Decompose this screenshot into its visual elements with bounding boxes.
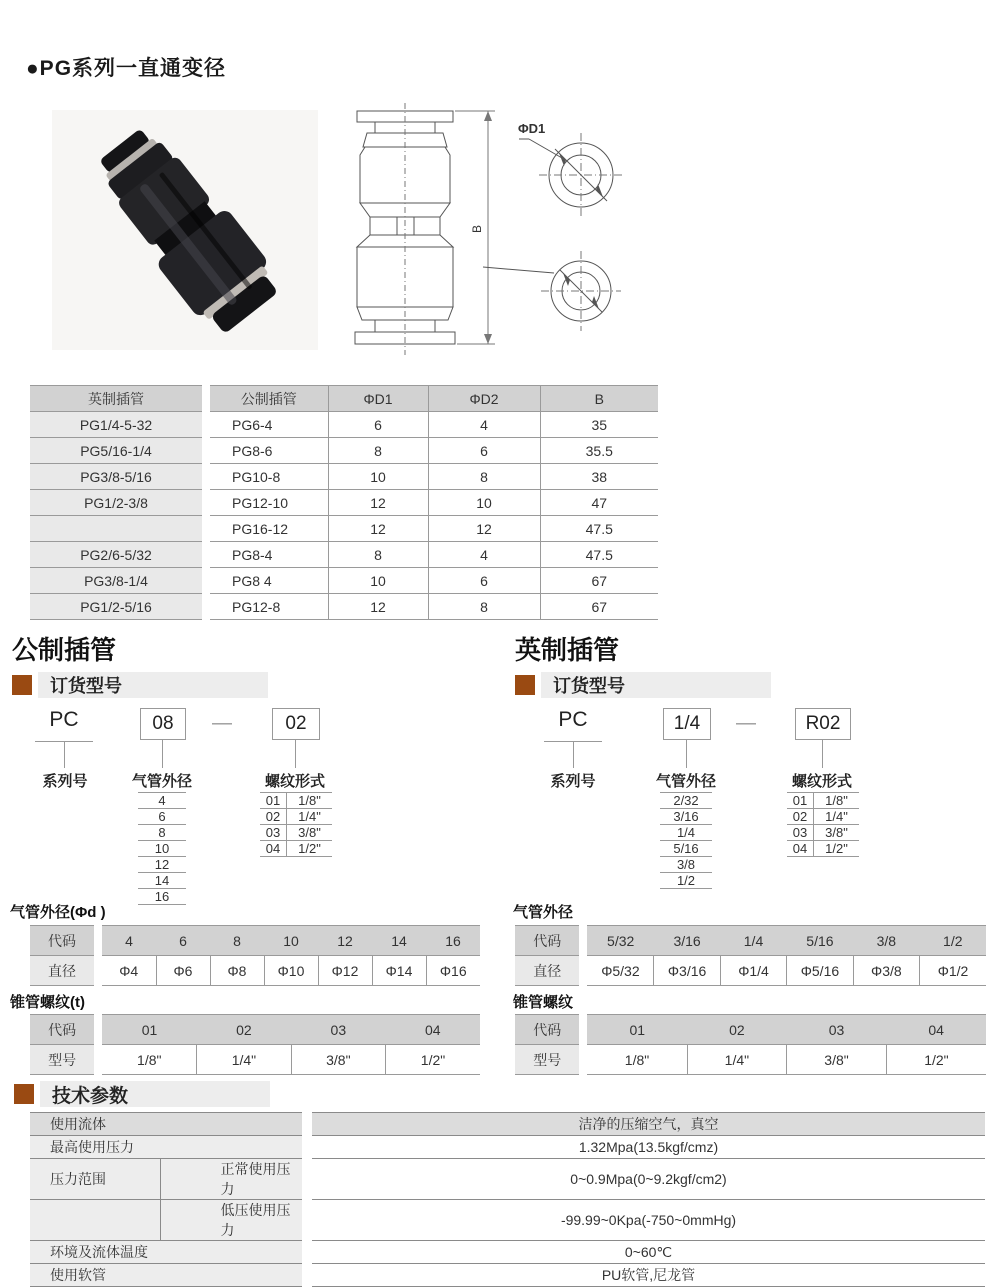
tech-label: [30, 1200, 160, 1241]
tech-gap: [302, 1113, 312, 1136]
metric-thread-option-code: 03: [260, 825, 287, 840]
tech-value: 洁净的压缩空气，真空: [312, 1113, 985, 1136]
metric-thread-table-title: 锥管螺纹(t): [10, 994, 85, 1011]
spec-cell: 10: [328, 568, 428, 594]
imperial-thread-option: [787, 792, 859, 809]
spec-cell: 12: [328, 516, 428, 542]
imperial-od-gap: [579, 956, 587, 986]
imperial-tube-od-option: 5/16: [660, 841, 712, 857]
spec-cell: [30, 516, 202, 542]
spec-gap: [202, 542, 210, 568]
tech-value: 0~0.9Mpa(0~9.2kgf/cm2): [312, 1159, 985, 1200]
imperial-tube-od-option: 1/4: [660, 825, 712, 841]
imperial-thread-option: [787, 825, 859, 841]
tech-value: PU软管,尼龙管: [312, 1264, 985, 1287]
metric-thread-option: [260, 825, 332, 841]
metric-od-row-label: 直径: [30, 956, 94, 986]
dim-b-label: B: [470, 224, 484, 233]
imperial-thread-code-cell: 02: [687, 1015, 787, 1045]
metric-tube-od-option: 14: [138, 873, 186, 889]
imperial-tube-od-option: 1/2: [660, 873, 712, 889]
imperial-thread-option-value: 1/4": [825, 809, 848, 824]
metric-od-value-cell: Φ10: [264, 956, 318, 986]
imperial-thread-value-cell: 3/8": [787, 1045, 887, 1075]
spec-cell: PG3/8-1/4: [30, 568, 202, 594]
spec-cell: 8: [328, 438, 428, 464]
metric-thread-code-cell: 01: [102, 1015, 196, 1045]
tech-gap: [302, 1136, 312, 1159]
metric-tube-od-option: 16: [138, 889, 186, 905]
spec-cell: 4: [428, 412, 540, 438]
tech-value: 0~60℃: [312, 1241, 985, 1264]
metric-thread-option-value: 1/4": [298, 809, 321, 824]
metric-code-series: PC: [49, 708, 79, 731]
metric-thread-option-code: 02: [260, 809, 287, 824]
metric-connector-line: [64, 742, 65, 768]
page-title: ●PG系列一直通变径: [26, 57, 227, 80]
metric-thread-gap: [94, 1015, 102, 1045]
tech-strip: [40, 1081, 270, 1107]
metric-order-strip: [38, 672, 268, 698]
metric-od-code-cell: 14: [372, 926, 426, 956]
spec-cell: 47.5: [540, 516, 658, 542]
spec-cell: PG6-4: [210, 412, 328, 438]
spec-gap: [202, 594, 210, 620]
metric-thread-code-cell: 04: [386, 1015, 480, 1045]
spec-cell: 35.5: [540, 438, 658, 464]
imperial-thread-caption: 螺纹形式: [791, 773, 852, 790]
spec-table: [30, 385, 658, 620]
spec-cell: 38: [540, 464, 658, 490]
imperial-thread-option: [787, 841, 859, 857]
imperial-thread-option-code: 04: [787, 841, 814, 856]
imperial-od-value-cell: Φ3/16: [654, 956, 720, 986]
spec-cell: 8: [328, 542, 428, 568]
metric-thread-option-value: 1/8": [298, 793, 321, 808]
imperial-od-value-cell: Φ5/16: [787, 956, 853, 986]
spec-cell: PG1/2-5/16: [30, 594, 202, 620]
spec-cell: PG1/4-5-32: [30, 412, 202, 438]
imperial-thread-option-value: 3/8": [825, 825, 848, 840]
metric-od-code-cell: 4: [102, 926, 156, 956]
metric-od-value-cell: Φ12: [318, 956, 372, 986]
imperial-od-table-title: 气管外径: [513, 904, 574, 921]
imperial-od-table: [515, 925, 986, 986]
imperial-od-code-cell: 5/32: [587, 926, 653, 956]
spec-cell: 35: [540, 412, 658, 438]
technical-drawing: [333, 95, 683, 365]
metric-od-code-cell: 12: [318, 926, 372, 956]
spec-cell: 47: [540, 490, 658, 516]
tech-value: 1.32Mpa(13.5kgf/cmz): [312, 1136, 985, 1159]
imperial-od-gap: [579, 926, 587, 956]
imperial-tube-od-option: 3/8: [660, 857, 712, 873]
spec-gap: [202, 490, 210, 516]
metric-od-value-cell: Φ6: [156, 956, 210, 986]
imperial-thread-gap: [579, 1015, 587, 1045]
metric-thread-code-cell: 02: [197, 1015, 291, 1045]
accent-square-icon: [515, 675, 535, 695]
metric-od-code-cell: 6: [156, 926, 210, 956]
imperial-thread-option-value: 1/2": [825, 841, 848, 856]
imperial-od-value-cell: Φ1/4: [720, 956, 786, 986]
imperial-heading: 英制插管: [515, 635, 620, 665]
spec-header-cell: ΦD2: [428, 386, 540, 412]
spec-cell: 12: [328, 594, 428, 620]
spec-cell: PG1/2-3/8: [30, 490, 202, 516]
spec-cell: 6: [428, 438, 540, 464]
metric-tube-od-option: 10: [138, 841, 186, 857]
imperial-connector-line: [686, 740, 687, 768]
dim-d1-label: ΦD1: [518, 121, 546, 136]
metric-thread-table: [30, 1014, 480, 1075]
spec-cell: 12: [428, 516, 540, 542]
imperial-thread-option-code: 01: [787, 793, 814, 808]
spec-cell: PG5/16-1/4: [30, 438, 202, 464]
imperial-thread-row-label: 代码: [515, 1015, 579, 1045]
accent-square-icon: [12, 675, 32, 695]
spec-cell: PG2/6-5/32: [30, 542, 202, 568]
imperial-od-code-cell: 1/2: [920, 926, 986, 956]
imperial-thread-row-label: 型号: [515, 1045, 579, 1075]
metric-od-code-cell: 8: [210, 926, 264, 956]
spec-cell: 47.5: [540, 542, 658, 568]
metric-thread-value-cell: 1/2": [386, 1045, 480, 1075]
metric-od-value-cell: Φ8: [210, 956, 264, 986]
imperial-series-caption: 系列号: [550, 773, 596, 790]
imperial-code-dash: —: [736, 712, 756, 734]
tech-gap: [302, 1159, 312, 1200]
tech-value: -99.99~0Kpa(-750~0mmHg): [312, 1200, 985, 1241]
metric-thread-row-label: 代码: [30, 1015, 94, 1045]
spec-cell: PG8-6: [210, 438, 328, 464]
imperial-od-code-cell: 5/16: [787, 926, 853, 956]
imperial-od-value-cell: Φ1/2: [920, 956, 986, 986]
metric-thread-option-code: 01: [260, 793, 287, 808]
metric-connector-line: [162, 740, 163, 768]
spec-cell: 6: [328, 412, 428, 438]
imperial-od-row-label: 直径: [515, 956, 579, 986]
imperial-tube-od-option: 2/32: [660, 792, 712, 809]
imperial-thread-option-code: 03: [787, 825, 814, 840]
metric-thread-option-value: 1/2": [298, 841, 321, 856]
metric-heading: 公制插管: [12, 635, 117, 665]
metric-tube-od-option: 8: [138, 825, 186, 841]
metric-od-code-cell: 16: [426, 926, 480, 956]
imperial-thread-gap: [579, 1045, 587, 1075]
spec-header-cell: 公制插管: [210, 386, 328, 412]
metric-od-value-cell: Φ16: [426, 956, 480, 986]
metric-od-value-cell: Φ4: [102, 956, 156, 986]
metric-code-dash: —: [212, 712, 232, 734]
imperial-od-value-cell: Φ5/32: [587, 956, 653, 986]
spec-cell: 6: [428, 568, 540, 594]
imperial-connector-line: [822, 740, 823, 768]
metric-od-value-cell: Φ14: [372, 956, 426, 986]
spec-cell: 8: [428, 594, 540, 620]
spec-gap: [202, 386, 210, 412]
imperial-thread-option-value: 1/8": [825, 793, 848, 808]
metric-thread-code-cell: 03: [291, 1015, 385, 1045]
spec-cell: PG8-4: [210, 542, 328, 568]
tech-label: 最高使用压力: [30, 1136, 302, 1159]
imperial-code-thread-box: R02: [795, 708, 851, 740]
spec-cell: PG8 4: [210, 568, 328, 594]
product-photo-image: [52, 110, 318, 350]
spec-cell: 8: [428, 464, 540, 490]
imperial-thread-table-title: 锥管螺纹: [513, 994, 574, 1011]
metric-tube-od-option: 6: [138, 809, 186, 825]
tech-heading: 技术参数: [52, 1085, 129, 1107]
spec-cell: 10: [328, 464, 428, 490]
imperial-od-row-label: 代码: [515, 926, 579, 956]
spec-header-cell: ΦD1: [328, 386, 428, 412]
product-photo: [52, 110, 318, 350]
metric-thread-option: [260, 809, 332, 825]
spec-header-cell: 英制插管: [30, 386, 202, 412]
spec-gap: [202, 464, 210, 490]
spec-gap: [202, 568, 210, 594]
tech-gap: [302, 1264, 312, 1287]
tech-sublabel: 低压使用压力: [160, 1200, 302, 1241]
accent-square-icon: [14, 1084, 34, 1104]
metric-tube-od-options: [138, 792, 186, 905]
spec-cell: 67: [540, 594, 658, 620]
tech-label: 使用流体: [30, 1113, 302, 1136]
technical-drawing-image: [333, 95, 683, 365]
metric-thread-value-cell: 1/8": [102, 1045, 196, 1075]
imperial-thread-option-code: 02: [787, 809, 814, 824]
spec-cell: PG12-8: [210, 594, 328, 620]
imperial-thread-value-cell: 1/8": [587, 1045, 687, 1075]
metric-od-row-label: 代码: [30, 926, 94, 956]
imperial-thread-code-cell: 03: [787, 1015, 887, 1045]
imperial-od-code-cell: 3/16: [654, 926, 720, 956]
imperial-tube-od-options: [660, 792, 712, 889]
imperial-code-size-box: 1/4: [663, 708, 711, 740]
spec-cell: 67: [540, 568, 658, 594]
metric-order-label: 订货型号: [50, 676, 122, 696]
spec-cell: PG12-10: [210, 490, 328, 516]
imperial-thread-options: [787, 792, 859, 857]
metric-thread-value-cell: 3/8": [291, 1045, 385, 1075]
imperial-tube-od-option: 3/16: [660, 809, 712, 825]
tech-gap: [302, 1241, 312, 1264]
spec-cell: PG3/8-5/16: [30, 464, 202, 490]
metric-code-size-box: 08: [140, 708, 186, 740]
metric-thread-row-label: 型号: [30, 1045, 94, 1075]
spec-gap: [202, 412, 210, 438]
imperial-connector-line: [573, 742, 574, 768]
spec-gap: [202, 516, 210, 542]
metric-connector-line: [295, 740, 296, 768]
spec-cell: PG16-12: [210, 516, 328, 542]
tech-gap: [302, 1200, 312, 1241]
spec-cell: PG10-8: [210, 464, 328, 490]
metric-tube-od-caption: 气管外径: [131, 773, 192, 790]
metric-od-table: [30, 925, 480, 986]
imperial-od-code-cell: 3/8: [853, 926, 919, 956]
metric-od-gap: [94, 926, 102, 956]
imperial-code-series: PC: [558, 708, 588, 731]
imperial-thread-value-cell: 1/4": [687, 1045, 787, 1075]
tech-sublabel: 正常使用压力: [160, 1159, 302, 1200]
imperial-od-value-cell: Φ3/8: [853, 956, 919, 986]
metric-thread-options: [260, 792, 332, 857]
tech-table: [30, 1112, 985, 1287]
metric-tube-od-option: 12: [138, 857, 186, 873]
imperial-thread-value-cell: 1/2": [886, 1045, 986, 1075]
imperial-thread-code-cell: 04: [886, 1015, 986, 1045]
metric-thread-value-cell: 1/4": [197, 1045, 291, 1075]
tech-label: 使用软管: [30, 1264, 302, 1287]
metric-thread-option-value: 3/8": [298, 825, 321, 840]
metric-tube-od-option: 4: [138, 792, 186, 809]
spec-gap: [202, 438, 210, 464]
imperial-thread-table: [515, 1014, 986, 1075]
spec-cell: 4: [428, 542, 540, 568]
metric-thread-caption: 螺纹形式: [264, 773, 325, 790]
imperial-order-strip: [541, 672, 771, 698]
metric-od-gap: [94, 956, 102, 986]
metric-thread-option: [260, 792, 332, 809]
imperial-tube-od-caption: 气管外径: [655, 773, 716, 790]
metric-code-thread-box: 02: [272, 708, 320, 740]
spec-cell: 12: [328, 490, 428, 516]
tech-label: 环境及流体温度: [30, 1241, 302, 1264]
imperial-thread-code-cell: 01: [587, 1015, 687, 1045]
metric-thread-option-code: 04: [260, 841, 287, 856]
metric-thread-option: [260, 841, 332, 857]
tech-label: 压力范围: [30, 1159, 160, 1200]
metric-series-caption: 系列号: [42, 773, 88, 790]
imperial-thread-option: [787, 809, 859, 825]
spec-header-cell: B: [540, 386, 658, 412]
metric-thread-gap: [94, 1045, 102, 1075]
spec-cell: 10: [428, 490, 540, 516]
metric-od-code-cell: 10: [264, 926, 318, 956]
metric-od-table-title: 气管外径(Φd ): [10, 904, 106, 921]
imperial-od-code-cell: 1/4: [720, 926, 786, 956]
imperial-order-label: 订货型号: [553, 676, 625, 696]
